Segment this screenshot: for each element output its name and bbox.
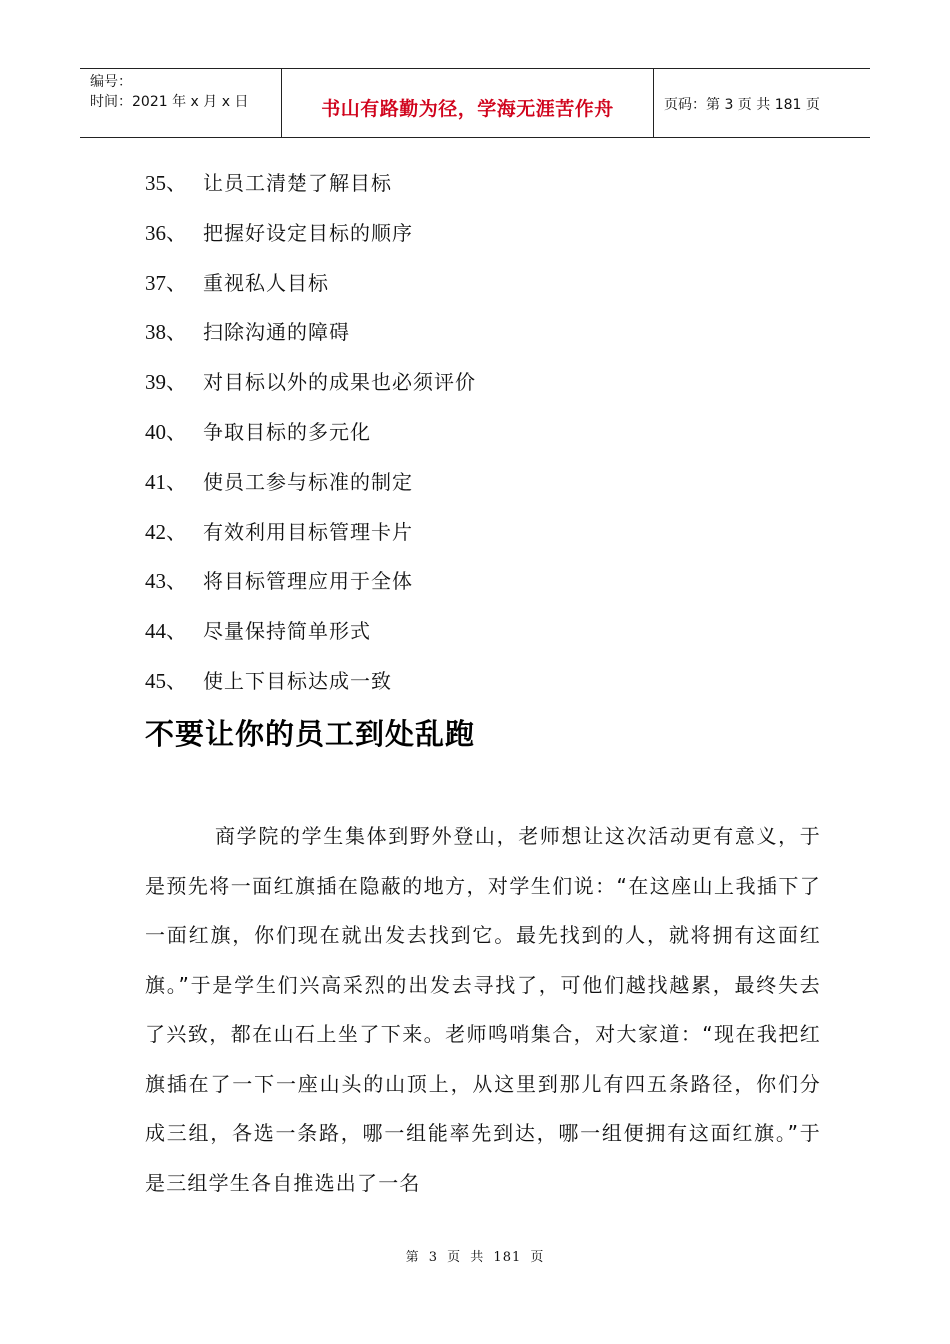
- list-item: [145, 218, 476, 268]
- header-time-label: 时间：2021 年 x 月 x 日: [90, 94, 249, 110]
- list-item-number: 35、: [145, 171, 187, 195]
- list-item: [145, 616, 476, 666]
- list-item: [145, 317, 476, 367]
- header-motto: 书山有路勤为径，学海无涯苦作舟: [321, 97, 614, 120]
- list-item: [145, 566, 476, 616]
- list-item: [145, 367, 476, 417]
- list-item-number: 43、: [145, 569, 187, 594]
- list-item-number: 41、: [145, 469, 187, 494]
- header-motto-cell: [282, 69, 654, 137]
- list-item-text: 重视私人目标: [203, 270, 329, 295]
- document-header: [80, 68, 870, 138]
- list-item-number: 40、: [145, 419, 187, 444]
- list-item-number: 45、: [145, 668, 187, 693]
- list-item-number: 36、: [145, 220, 187, 245]
- list-item-text: 使上下目标达成一致: [203, 668, 392, 693]
- header-number-label: 编号：: [90, 74, 132, 90]
- header-page-info: 页码：第 3 页 共 181 页: [664, 97, 820, 113]
- header-page-cell: [654, 69, 870, 137]
- list-item-text: 有效利用目标管理卡片: [203, 519, 413, 544]
- list-item: [145, 666, 476, 716]
- list-item-number: 44、: [145, 619, 187, 644]
- list-item: [145, 517, 476, 567]
- list-item-text: 尽量保持简单形式: [203, 619, 371, 644]
- list-item: [145, 417, 476, 467]
- list-item-text: 争取目标的多元化: [203, 419, 371, 444]
- list-item-text: 对目标以外的成果也必须评价: [203, 370, 476, 395]
- page-footer: 第 3 页 共 181 页: [405, 1250, 545, 1265]
- list-item-number: 42、: [145, 519, 187, 544]
- header-meta-cell: [80, 69, 282, 137]
- list-item-text: 把握好设定目标的顺序: [203, 220, 413, 245]
- list-item: [145, 268, 476, 318]
- list-item-text: 使员工参与标准的制定: [203, 469, 413, 494]
- list-item: [145, 168, 476, 218]
- numbered-list: [145, 168, 476, 716]
- body-paragraph: 商学院的学生集体到野外登山，老师想让这次活动更有意义，于是预先将一面红旗插在隐蔽的地方，对学生们说：“在这座山上我插下了一面红旗，你们现在就出发去找到它。最先找到的人，就将拥有这面红旗。”于是学生们兴高采烈的出发去寻找了，可他们越找越累，最终失去了兴致，都在山石上坐了下来。老师鸣哨集合，对大家道：“现在我把红旗插在了一下一座山头的山顶上，从这里到那儿有四五条路径，你们分成三组，各选一条路，哪一组能率先到达，哪一组便拥有这面红旗。”于是三组学生各自推选出了一名: [145, 824, 821, 1195]
- list-item-number: 38、: [145, 320, 187, 345]
- list-item-text: 扫除沟通的障碍: [203, 320, 350, 345]
- list-item-number: 39、: [145, 370, 187, 395]
- list-item-text: 让员工清楚了解目标: [203, 171, 392, 195]
- section-title: 不要让你的员工到处乱跑: [145, 717, 476, 751]
- list-item-text: 将目标管理应用于全体: [203, 569, 413, 594]
- list-item: [145, 467, 476, 517]
- list-item-number: 37、: [145, 270, 187, 295]
